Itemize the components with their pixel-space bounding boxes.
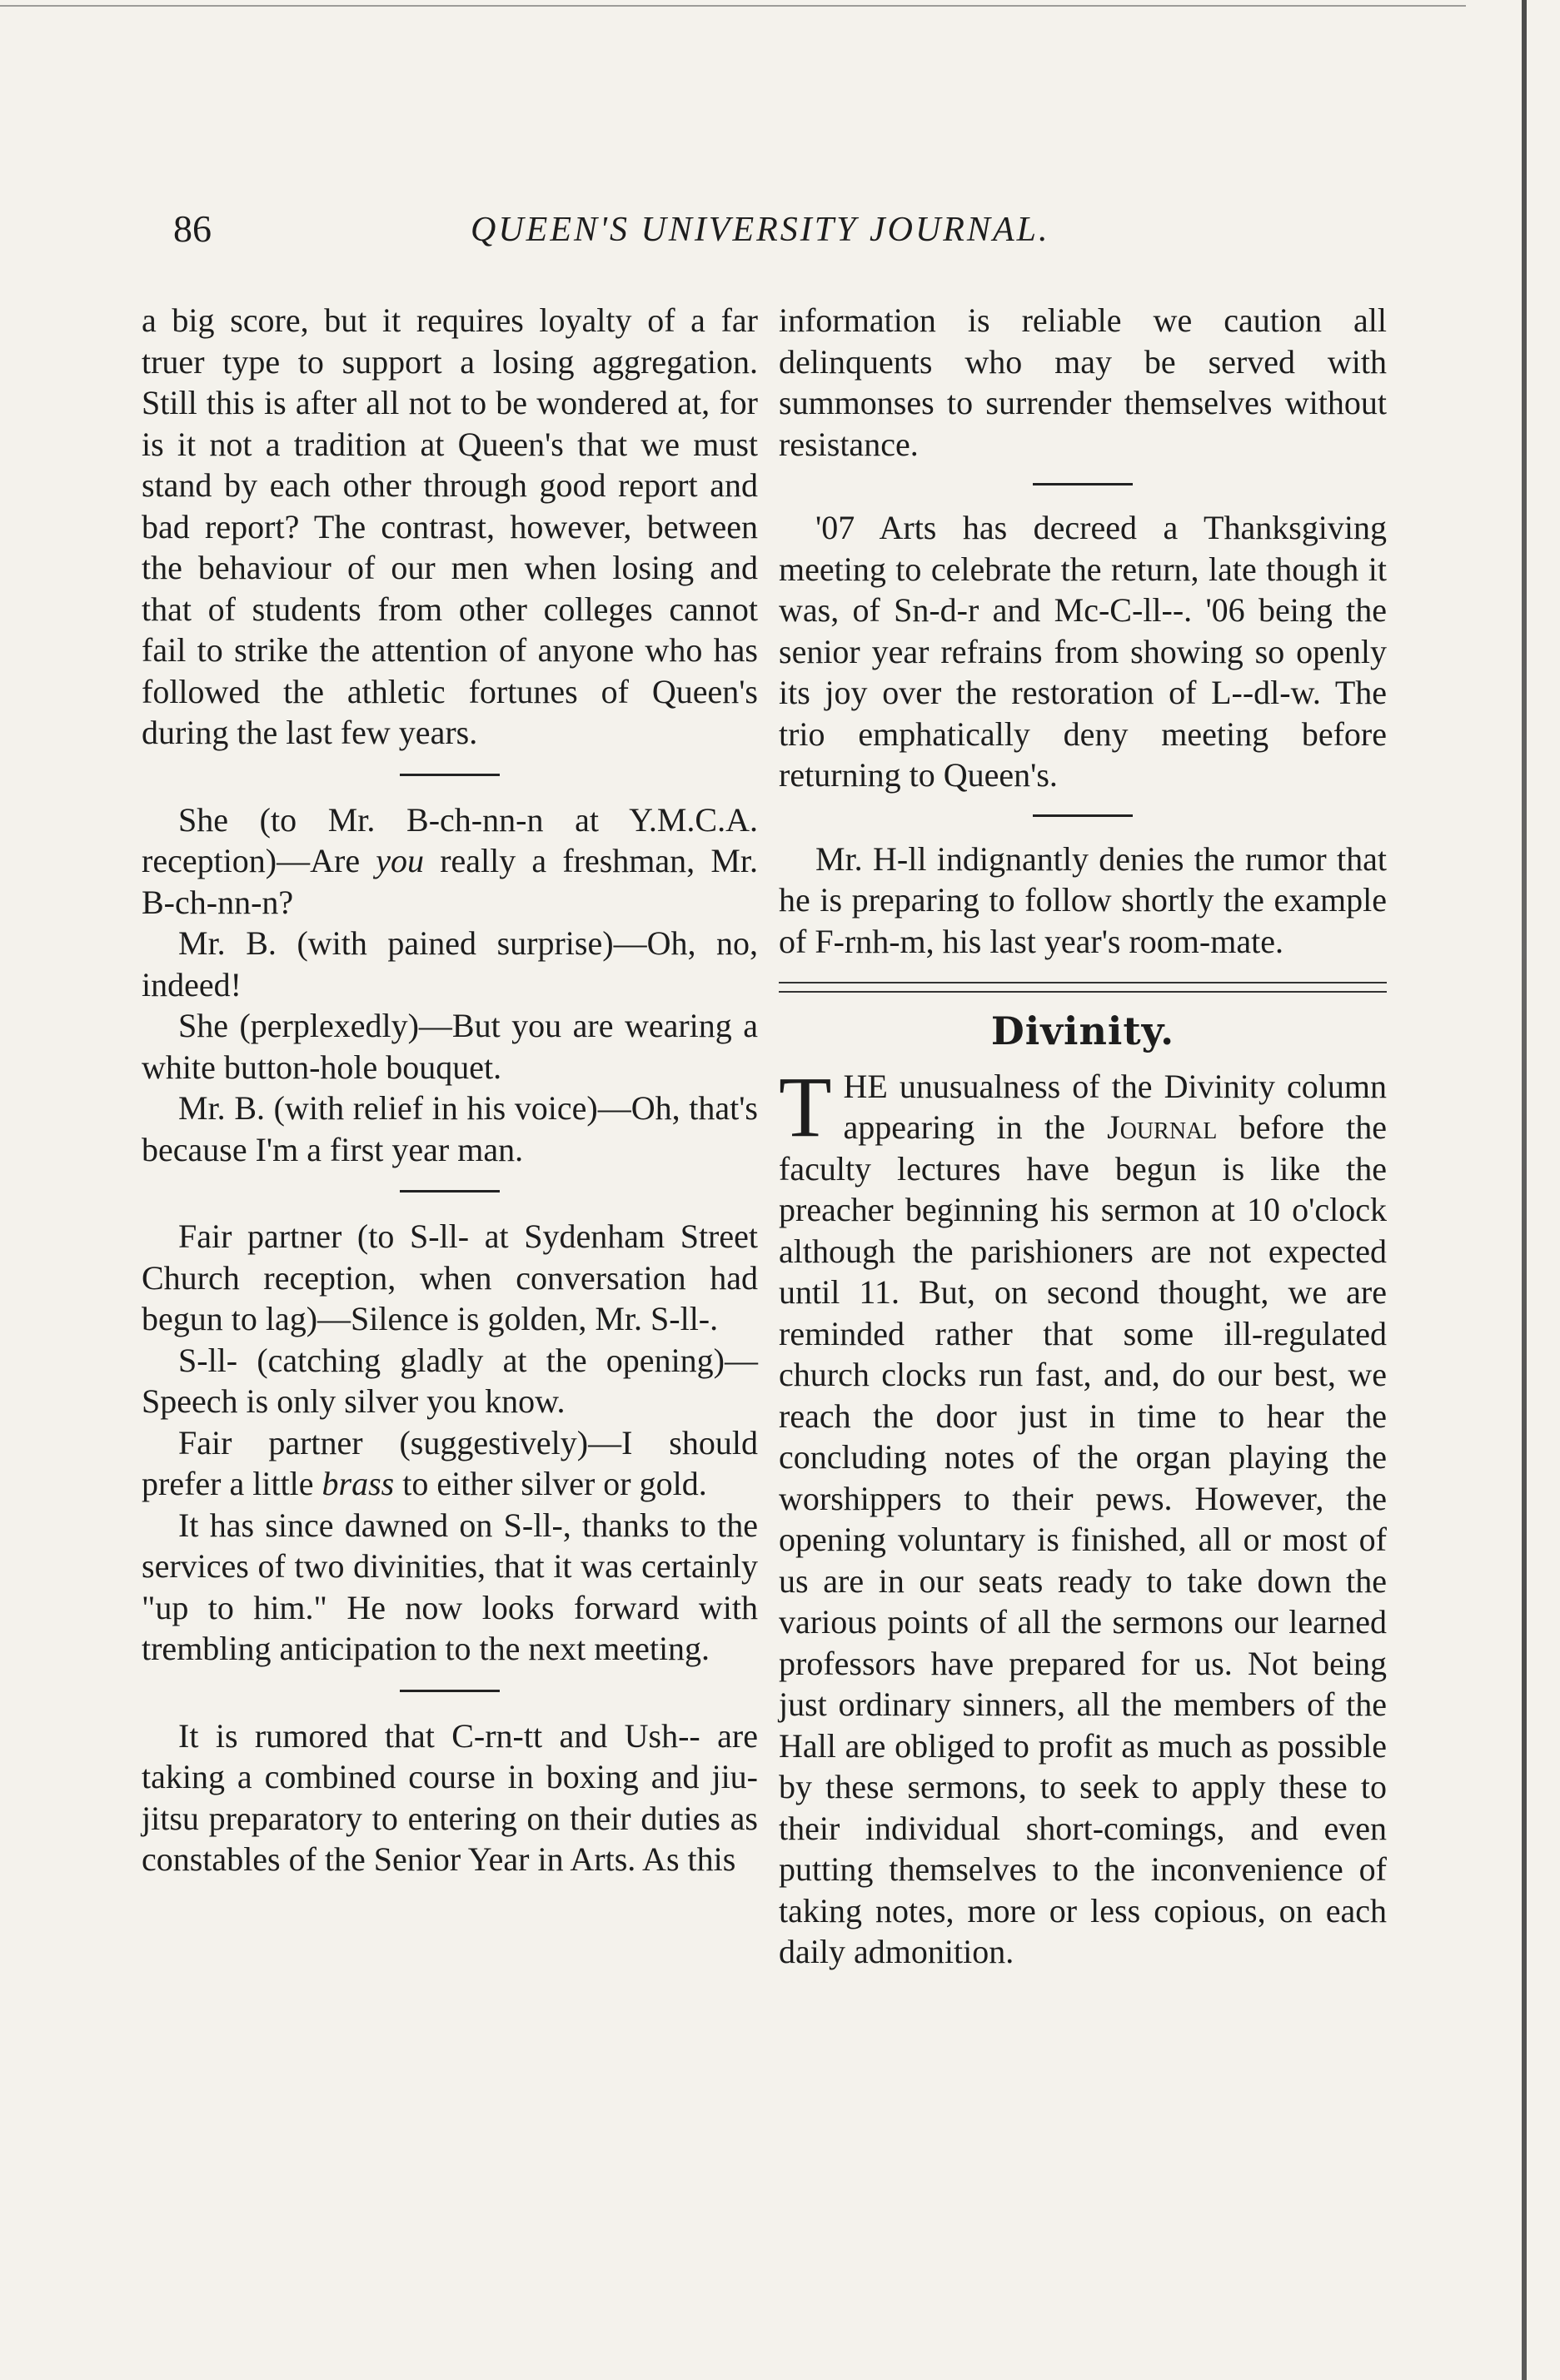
right-paragraph-2: '07 Arts has decreed a Thanksgiving meeting to celebrate the return, late though it was, of Sn-d-r and Mc-C-ll--. '06 being the senior year refrains from showing so openly its joy over the restoration of L--dl-w. The trio emphatically deny meeting before returning to Queen's. [779, 509, 1387, 794]
left-paragraph-7: S-ll- (catching gladly at the opening)—Speech is only silver you know. [142, 1341, 758, 1420]
right-paragraph-1: information is reliable we caution all delinquents who may be served with summonses to surrender themselves without resistance. [779, 301, 1387, 463]
section-separator [1033, 814, 1133, 817]
text-segment: really a freshman, Mr. B-ch-nn-n? [142, 842, 758, 921]
emphasis-text: brass [321, 1465, 395, 1502]
divinity-section-title: Divinity. [990, 1008, 1175, 1053]
emphasis-text: you [376, 842, 425, 879]
page-header [0, 207, 1560, 265]
section-separator [1033, 483, 1133, 485]
top-edge-rule [0, 5, 1466, 7]
section-separator [400, 1190, 500, 1192]
text-segment: before the faculty lectures have begun is like the preacher beginning his sermon at 10 o'clock although the parishioners are not expected until 11. But, on second thought, we are reminded rather that some ill-regulated church clocks run fast, and, do our best, we reach the door just in time to hear the concluding notes of the organ playing the worshippers to their pews. However, the opening voluntary is finished, all or most of us are in our seats ready to take down the various points of all the sermons our learned professors have prepared for us. Not being just ordinary sinners, all the members of the Hall are obliged to profit as much as possible by these sermons, to seek to apply these to their individual short-comings, and even putting themselves to the inconvenience of taking notes, more or less copious, on each daily admonition. [779, 1108, 1388, 1970]
left-paragraph-1: a big score, but it requires loyalty of a far truer type to support a losing aggregation. Still this is after all not to be wondered at, for is it not a tradition at Queen's that we must stand by each other through good report and bad report? The contrast, however, between the behaviour of our men when losing and that of students from other colleges cannot fail to strike the attention of anyone who has followed the athletic fortunes of Queen's during the last few years. [142, 301, 758, 751]
left-paragraph-10: It is rumored that C-rn-tt and Ush-- are taking a combined course in boxing and jiu-jitsu preparatory to entering on their duties as constables of the Senior Year in Arts. As this [142, 1716, 758, 1878]
right-paragraph-3: Mr. H-ll indignantly denies the rumor that he is preparing to follow shortly the example of F-rnh-m, his last year's room-mate. [779, 839, 1387, 960]
page-binding-edge [1522, 0, 1527, 2380]
left-paragraph-8 [142, 1422, 758, 1505]
section-separator [400, 774, 500, 776]
left-paragraph-3: Mr. B. (with pained surprise)—Oh, no, indeed! [142, 924, 758, 1003]
drop-cap: T [779, 1058, 832, 1155]
double-rule-divider [779, 982, 1387, 993]
left-paragraph-4: She (perplexedly)—But you are wearing a white button-hole bouquet. [142, 1007, 758, 1086]
left-paragraph-2 [142, 799, 758, 924]
left-column [142, 300, 758, 1880]
page-number: 86 [173, 207, 212, 250]
running-title: QUEEN'S UNIVERSITY JOURNAL. [471, 211, 1050, 249]
divinity-paragraph [779, 1058, 1388, 1973]
text-segment: She (to Mr. B-ch-nn-n at Y.M.C.A. reception)—Are [142, 800, 758, 879]
text-segment: to either silver or gold. [394, 1465, 707, 1502]
opening-caps: HE [843, 1067, 888, 1105]
text-segment: unusualness of the Divinity column appearing in the [843, 1067, 1387, 1146]
left-paragraph-9: It has since dawned on S-ll-, thanks to the services of two divinities, that it was certainly "up to him." He now looks forward with trembling anticipation to the next meeting. [142, 1506, 758, 1667]
left-paragraph-5: Mr. B. (with relief in his voice)—Oh, that's because I'm a first year man. [142, 1089, 758, 1168]
journal-smallcaps: Journal [1107, 1108, 1218, 1146]
text-segment: Fair partner (suggestively)—I should prefer a little [142, 1423, 758, 1502]
section-separator [400, 1690, 500, 1692]
left-paragraph-6: Fair partner (to S-ll- at Sydenham Street Church reception, when conversation had begun to lag)—Silence is golden, Mr. S-ll-. [142, 1217, 758, 1337]
right-column [779, 300, 1387, 1973]
